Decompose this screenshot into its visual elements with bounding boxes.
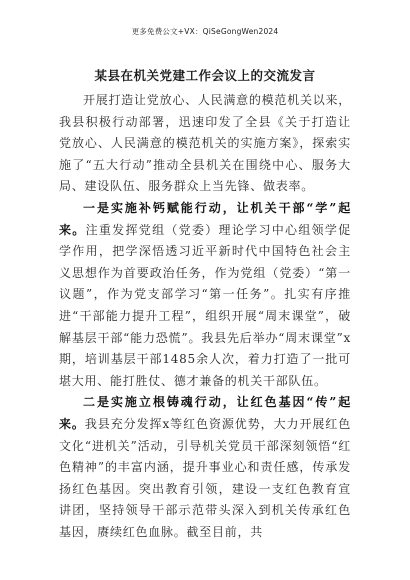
document-body <box>59 90 351 543</box>
paragraph-two <box>59 392 351 543</box>
paragraph-one <box>59 198 351 392</box>
paragraph-lead: 二是实施立根铸魂行动，让红色基因“传”起来。 <box>59 395 351 431</box>
header-note: 更多免费公文+VX：QiSeGongWen2024 <box>131 27 279 36</box>
paragraph-text: 我县充分发挥x等红色资源优势，大力开展红色文化“进机关”活动，引导机关党员干部深刻领悟“红色精神”的丰富内涵，提升事业心和责任感，传承发扬红色基因。突出教育引领，建设一支红色教育宣讲团，坚持领导干部示范带头深入到机关传承红色基因，赓续红色血脉。截至目前，共 <box>59 416 351 539</box>
paragraph-intro <box>59 90 351 198</box>
paragraph-text: 开展打造让党放心、人民满意的模范机关以来，我县积极行动部署，迅速印发了全县《关于打造让党放心、人民满意的模范机关的实施方案》，探索实施了“五大行动”推动全县机关在围绕中心、服务大局、建设队伍、服务群众上当先锋、做表率。 <box>59 93 351 194</box>
paragraph-lead: 一是实施补钙赋能行动，让机关干部“学”起来。 <box>59 200 351 237</box>
document-title: 某县在机关党建工作会议上的交流发言 <box>94 68 316 83</box>
paragraph-text: 注重发挥党组（党委）理论学习中心组领学促学作用，把学深悟透习近平新时代中国特色社会主义思想作为首要政治任务，作为党组（党委）“第一议题”，作为党支部学习“第一任务”。扎实有序推进“干部能力提升工程”，组织开展“周末课堂”，破解基层干部“能力恐慌”。我县先后举办“周末课堂”x期，培训基层干部1485余人次，着力打造了一批可堪大用、能打胜仗、德才兼备的机关干部队伍。 <box>59 222 351 388</box>
